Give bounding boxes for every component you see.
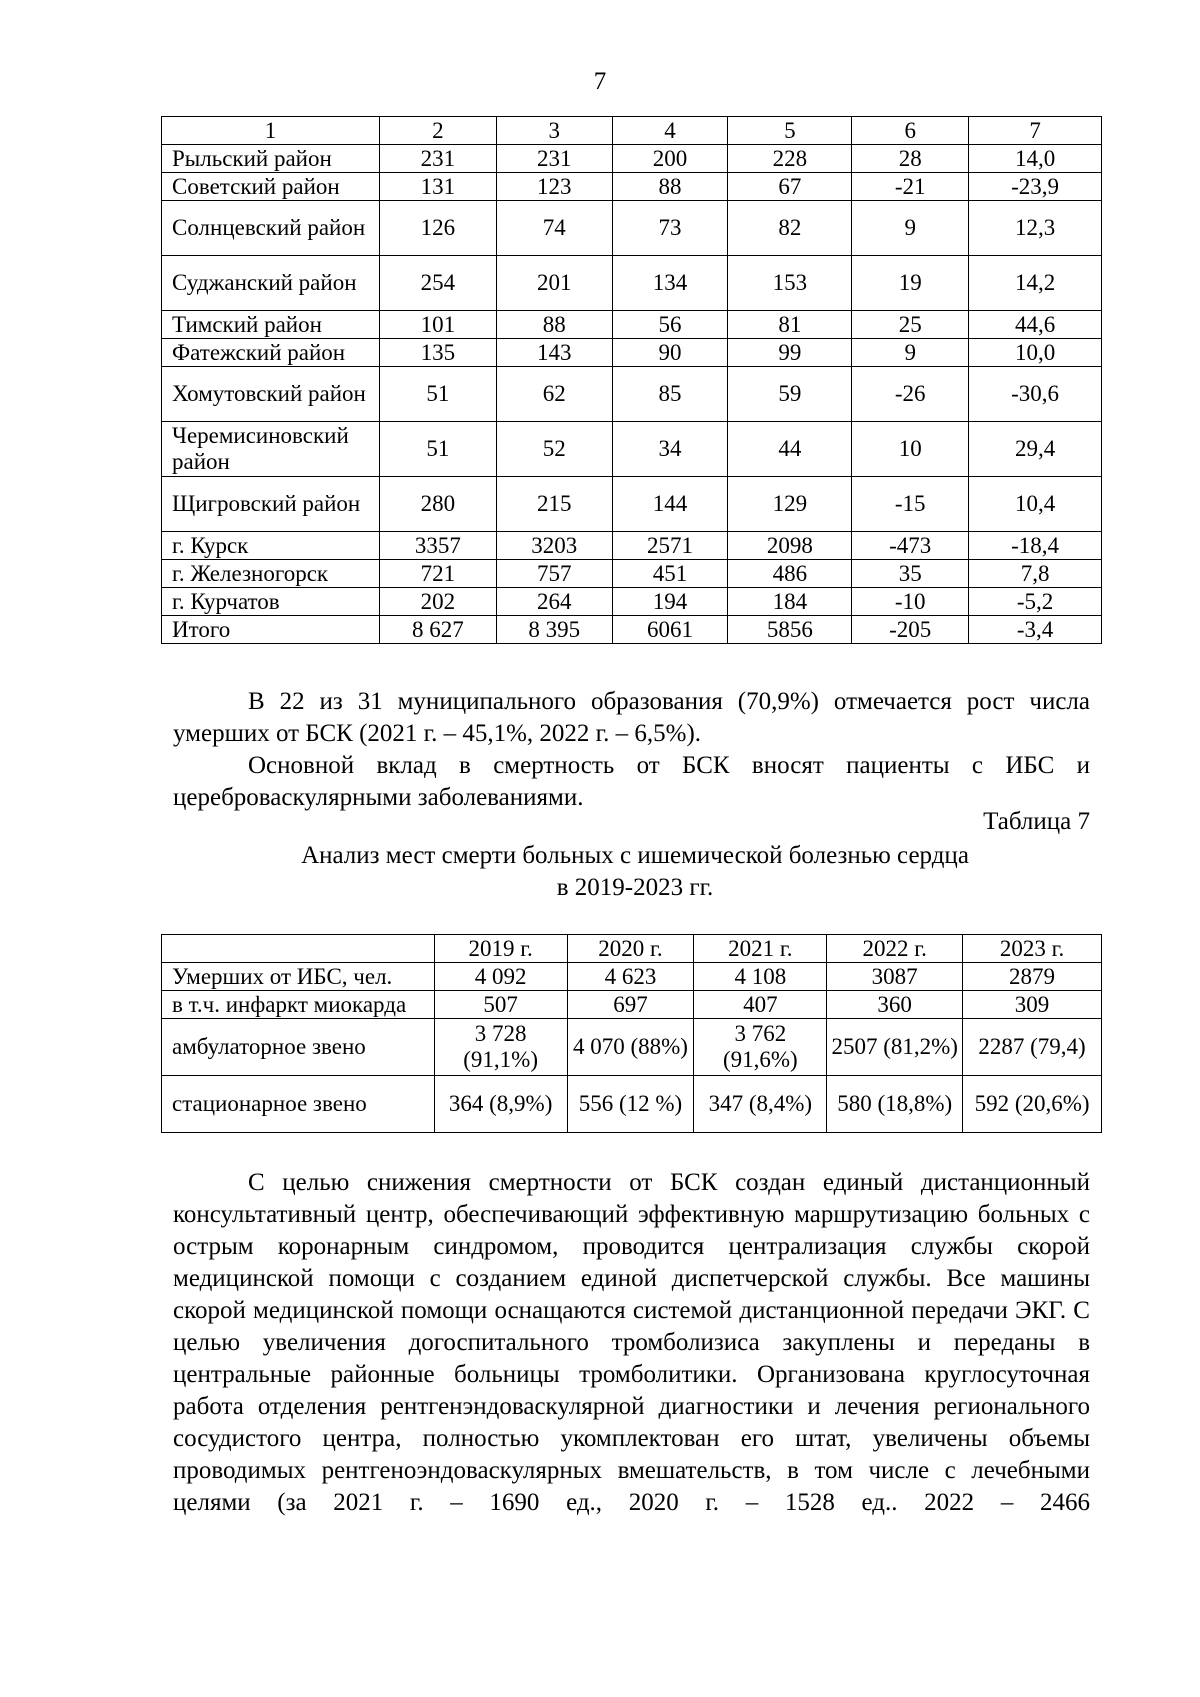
value-cell: 2287 (79,4): [963, 1019, 1102, 1076]
value-cell: -3,4: [969, 616, 1102, 644]
value-cell: 4 092: [434, 963, 567, 991]
value-cell: 2571: [612, 532, 728, 560]
value-cell: 74: [496, 201, 612, 256]
value-cell: 81: [728, 311, 852, 339]
value-cell: 9: [852, 339, 969, 367]
header-cell: 4: [612, 117, 728, 145]
table-row: [162, 1019, 1102, 1076]
value-cell: 14,2: [969, 256, 1102, 311]
value-cell: -26: [852, 367, 969, 422]
value-cell: 28: [852, 145, 969, 173]
value-cell: 3203: [496, 532, 612, 560]
table-caption-line2: в 2019-2023 гг.: [556, 874, 714, 901]
value-cell: 4 623: [567, 963, 694, 991]
value-cell: 131: [379, 173, 496, 201]
header-cell: 2022 г.: [827, 935, 963, 963]
paragraph-contribution: Основной вклад в смертность от БСК вносят пациенты с ИБС и цереброваскулярными заболеваниями.: [173, 752, 1090, 811]
value-cell: 580 (18,8%): [827, 1076, 963, 1133]
value-cell: -23,9: [969, 173, 1102, 201]
value-cell: 67: [728, 173, 852, 201]
value-cell: 8 395: [496, 616, 612, 644]
value-cell: -10: [852, 588, 969, 616]
table-row: [162, 616, 1102, 644]
value-cell: 200: [612, 145, 728, 173]
value-cell: 3 762 (91,6%): [694, 1019, 827, 1076]
value-cell: 12,3: [969, 201, 1102, 256]
value-cell: 126: [379, 201, 496, 256]
value-cell: 10: [852, 422, 969, 477]
header-cell: 7: [969, 117, 1102, 145]
value-cell: 556 (12 %): [567, 1076, 694, 1133]
value-cell: 201: [496, 256, 612, 311]
value-cell: -21: [852, 173, 969, 201]
table-row: [162, 1076, 1102, 1133]
value-cell: 2507 (81,2%): [827, 1019, 963, 1076]
value-cell: 88: [496, 311, 612, 339]
row-label-cell: г. Курчатов: [162, 588, 380, 616]
value-cell: 9: [852, 201, 969, 256]
value-cell: 90: [612, 339, 728, 367]
value-cell: 4 108: [694, 963, 827, 991]
table-row: [162, 477, 1102, 532]
row-label-cell: Итого: [162, 616, 380, 644]
value-cell: 202: [379, 588, 496, 616]
value-cell: 254: [379, 256, 496, 311]
table-header-row: [162, 117, 1102, 145]
value-cell: 25: [852, 311, 969, 339]
table-row: [162, 963, 1102, 991]
row-label-cell: Фатежский район: [162, 339, 380, 367]
row-label-cell: стационарное звено: [162, 1076, 435, 1133]
header-cell: 5: [728, 117, 852, 145]
ihd-death-places-table: [161, 934, 1102, 1133]
row-label-cell: Щигровский район: [162, 477, 380, 532]
value-cell: -30,6: [969, 367, 1102, 422]
value-cell: 264: [496, 588, 612, 616]
table-header-row: [162, 935, 1102, 963]
value-cell: 101: [379, 311, 496, 339]
value-cell: 280: [379, 477, 496, 532]
value-cell: 451: [612, 560, 728, 588]
value-cell: 228: [728, 145, 852, 173]
value-cell: 309: [963, 991, 1102, 1019]
row-label-cell: Солнцевский район: [162, 201, 380, 256]
row-label-cell: г. Железногорск: [162, 560, 380, 588]
value-cell: 44: [728, 422, 852, 477]
value-cell: 29,4: [969, 422, 1102, 477]
row-label-cell: г. Курск: [162, 532, 380, 560]
value-cell: 85: [612, 367, 728, 422]
header-cell: 2020 г.: [567, 935, 694, 963]
value-cell: 135: [379, 339, 496, 367]
value-cell: 3087: [827, 963, 963, 991]
header-cell: 2019 г.: [434, 935, 567, 963]
value-cell: 44,6: [969, 311, 1102, 339]
value-cell: 52: [496, 422, 612, 477]
table-row: [162, 339, 1102, 367]
row-label-cell: Черемисиновский район: [162, 422, 380, 477]
header-cell: 3: [496, 117, 612, 145]
header-cell: 2021 г.: [694, 935, 827, 963]
value-cell: -473: [852, 532, 969, 560]
row-label-cell: Суджанский район: [162, 256, 380, 311]
header-cell: 2023 г.: [963, 935, 1102, 963]
value-cell: 347 (8,4%): [694, 1076, 827, 1133]
value-cell: 231: [496, 145, 612, 173]
value-cell: 507: [434, 991, 567, 1019]
table-label: Таблица 7: [983, 808, 1090, 835]
value-cell: 88: [612, 173, 728, 201]
table-row: [162, 173, 1102, 201]
value-cell: 134: [612, 256, 728, 311]
value-cell: 73: [612, 201, 728, 256]
value-cell: 51: [379, 367, 496, 422]
value-cell: 3 728 (91,1%): [434, 1019, 567, 1076]
value-cell: 19: [852, 256, 969, 311]
value-cell: 215: [496, 477, 612, 532]
row-label-cell: в т.ч. инфаркт миокарда: [162, 991, 435, 1019]
table-caption-line1: Анализ мест смерти больных с ишемической болезнью сердца: [301, 842, 969, 869]
table-row: [162, 311, 1102, 339]
value-cell: 7,8: [969, 560, 1102, 588]
value-cell: 51: [379, 422, 496, 477]
header-cell: 1: [162, 117, 380, 145]
row-label-cell: Рыльский район: [162, 145, 380, 173]
value-cell: 10,0: [969, 339, 1102, 367]
value-cell: 14,0: [969, 145, 1102, 173]
value-cell: 62: [496, 367, 612, 422]
value-cell: 2879: [963, 963, 1102, 991]
value-cell: 407: [694, 991, 827, 1019]
row-label-cell: Хомутовский район: [162, 367, 380, 422]
value-cell: 231: [379, 145, 496, 173]
table-row: [162, 367, 1102, 422]
value-cell: 153: [728, 256, 852, 311]
value-cell: -5,2: [969, 588, 1102, 616]
value-cell: 721: [379, 560, 496, 588]
value-cell: 194: [612, 588, 728, 616]
value-cell: 10,4: [969, 477, 1102, 532]
table-row: [162, 201, 1102, 256]
value-cell: 35: [852, 560, 969, 588]
table-row: [162, 991, 1102, 1019]
value-cell: 82: [728, 201, 852, 256]
table-row: [162, 532, 1102, 560]
value-cell: 34: [612, 422, 728, 477]
header-cell: 6: [852, 117, 969, 145]
value-cell: 56: [612, 311, 728, 339]
paragraph-growth: В 22 из 31 муниципального образования (70,9%) отмечается рост числа умерших от БСК (2021 г. – 45,1%, 2022 г. – 6,5%).: [173, 688, 1090, 747]
table-row: [162, 256, 1102, 311]
value-cell: 4 070 (88%): [567, 1019, 694, 1076]
paragraph-measures: С целью снижения смертности от БСК создан единый дистанционный консультативный центр, обеспечивающий эффективную маршрутизацию больных с острым коронарным синдромом, проводится централизация службы скорой медицинской помощи с созданием единой диспетчерской службы. Все машины скорой медицинской помощи оснащаются системой дистанционной передачи ЭКГ. С целью увеличения догоспитального тромболизиса закуплены и переданы в центральные районные больницы тромболитики. Организована круглосуточная работа отделения рентгенэндоваскулярной диагностики и лечения регионального сосудистого центра, полностью укомплектован его штат, увеличены объемы проводимых рентгеноэндоваскулярных вмешательств, в том числе с лечебными целями (за 2021 г. – 1690 ед., 2020 г. – 1528 ед.. 2022 – 2466: [173, 1169, 1090, 1516]
table-caption: [160, 840, 1110, 904]
row-label-cell: Тимский район: [162, 311, 380, 339]
value-cell: 2098: [728, 532, 852, 560]
header-cell: 2: [379, 117, 496, 145]
row-label-cell: Умерших от ИБС, чел.: [162, 963, 435, 991]
value-cell: 592 (20,6%): [963, 1076, 1102, 1133]
value-cell: -15: [852, 477, 969, 532]
value-cell: 59: [728, 367, 852, 422]
value-cell: 486: [728, 560, 852, 588]
value-cell: 5856: [728, 616, 852, 644]
value-cell: 6061: [612, 616, 728, 644]
value-cell: 144: [612, 477, 728, 532]
row-label-cell: Советский район: [162, 173, 380, 201]
value-cell: 8 627: [379, 616, 496, 644]
value-cell: 360: [827, 991, 963, 1019]
header-cell: [162, 935, 435, 963]
value-cell: 123: [496, 173, 612, 201]
value-cell: 757: [496, 560, 612, 588]
value-cell: 129: [728, 477, 852, 532]
value-cell: -18,4: [969, 532, 1102, 560]
value-cell: 697: [567, 991, 694, 1019]
table-row: [162, 422, 1102, 477]
row-label-cell: амбулаторное звено: [162, 1019, 435, 1076]
value-cell: 184: [728, 588, 852, 616]
value-cell: 364 (8,9%): [434, 1076, 567, 1133]
value-cell: 99: [728, 339, 852, 367]
value-cell: 143: [496, 339, 612, 367]
page-number: 7: [593, 68, 607, 95]
value-cell: 3357: [379, 532, 496, 560]
table-row: [162, 560, 1102, 588]
table-row: [162, 145, 1102, 173]
value-cell: -205: [852, 616, 969, 644]
district-mortality-table: [161, 116, 1102, 644]
table-row: [162, 588, 1102, 616]
